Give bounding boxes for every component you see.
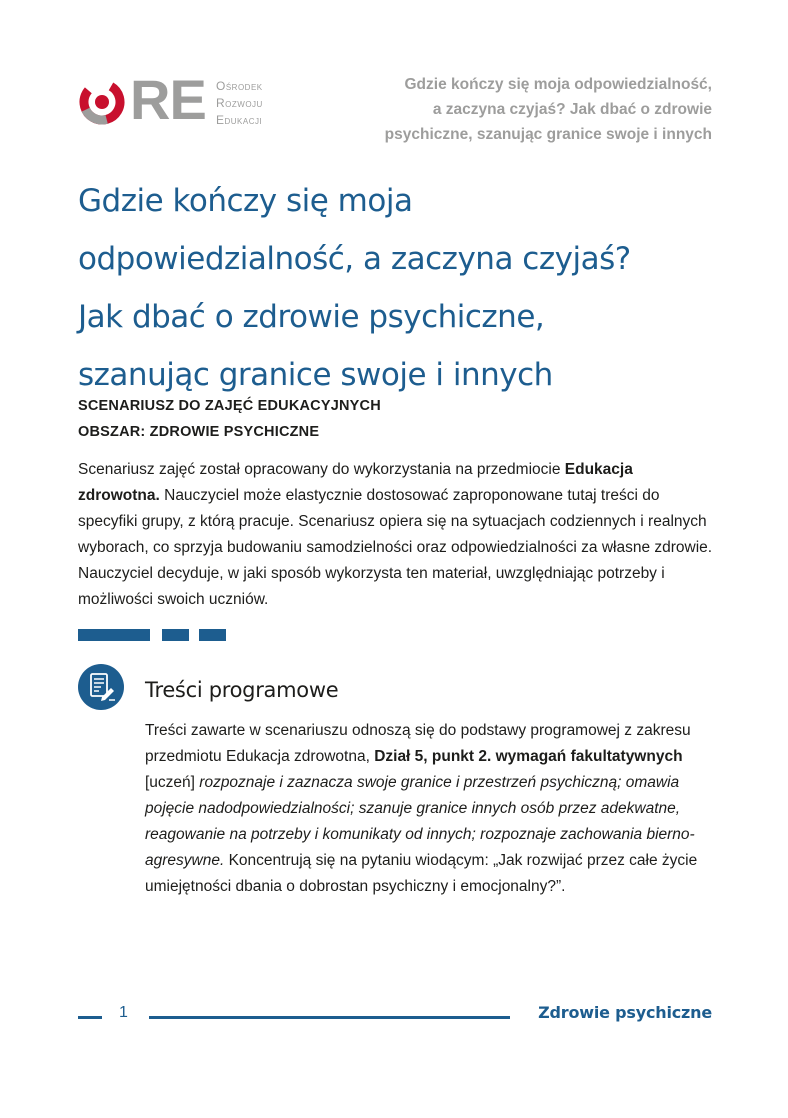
running-header-title: Gdzie kończy się moja odpowiedzialność, a zaczyna czyjaś? Jak dbać o zdrowie psychiczne, szanując granice swoje i innych [384, 76, 712, 143]
scenario-subheads [78, 393, 381, 445]
section-title: Treści programowe [145, 678, 339, 702]
scenario-area: OBSZAR: ZDROWIE PSYCHICZNE [78, 424, 320, 440]
divider-bar [162, 629, 189, 641]
logo-letters: RE [130, 68, 206, 131]
divider-bar [78, 629, 150, 641]
footer-line-main [149, 1016, 510, 1019]
ore-logo [78, 68, 278, 132]
intro-paragraph: Scenariusz zajęć został opracowany do wykorzystania na przedmiocie Edukacja zdrowotna. Nauczyciel może elastycznie dostosować zaproponowane tutaj treści do specyfiki grupy, z którą pracuje. Scenariusz opiera się na sytuacjach codziennych i realnych wyborach, co sprzyja budowaniu samodzielności oraz odpowiedzialności za własne zdrowie. Nauczyciel decyduje, w jaki sposób wykorzysta ten materiał, uwzględniając potrzeby i możliwości swoich uczniów. [78, 461, 713, 608]
divider-bar [199, 629, 226, 641]
document-pen-icon [78, 664, 124, 710]
scenario-type: SCENARIUSZ DO ZAJĘĆ EDUKACYJNYCH [78, 398, 381, 414]
page-number: 1 [119, 1004, 128, 1021]
logo-subtitle: Ośrodek Rozwoju Edukacji [216, 79, 263, 127]
ore-logo-o-icon [78, 78, 126, 126]
footer-line-left [78, 1016, 102, 1019]
footer-section-label: Zdrowie psychiczne [538, 1003, 712, 1022]
page-title: Gdzie kończy się moja odpowiedzialność, a zaczyna czyjaś? Jak dbać o zdrowie psychiczne, szanując granice swoje i innych [78, 183, 631, 393]
section-body: Treści zawarte w scenariuszu odnoszą się do podstawy programowej z zakresu przedmiotu Edukacja zdrowotna, Dział 5, punkt 2. wymagań fakultatywnych [uczeń] rozpoznaje i zaznacza swoje granice i przestrzeń psychiczną; omawia pojęcie nadodpowiedzialności; szanuje granice innych osób przez adekwatne, reagowanie na potrzeby i komunikaty od innych; rozpoznaje zachowania bierno-agresywne. Koncentrują się na pytaniu wiodącym: „Jak rozwijać przez całe życie umiejętności dbania o dobrostan psychiczny i emocjonalny?”. [145, 722, 698, 895]
